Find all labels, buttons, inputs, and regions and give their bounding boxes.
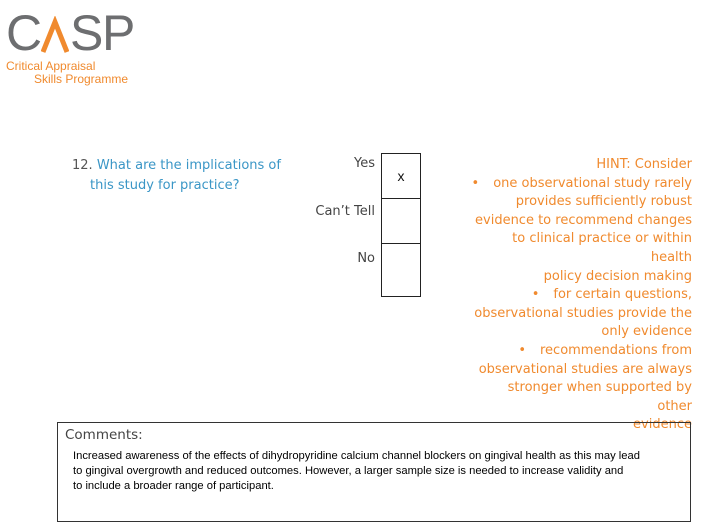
hint-text: provides sufficiently robust xyxy=(515,194,692,210)
bullet-icon: • xyxy=(471,175,480,191)
hint-title: HINT: Consider xyxy=(596,157,692,172)
hint-text: evidence xyxy=(633,417,692,433)
hint-text: evidence to recommend changes xyxy=(475,212,692,228)
hint-text: to clinical practice or within health xyxy=(512,231,692,265)
question-text-line2: this study for practice? xyxy=(90,178,240,193)
answer-checkbox-yes[interactable]: x xyxy=(381,153,421,199)
logo-letter-c: C xyxy=(6,5,44,61)
comments-text xyxy=(73,449,673,494)
hint-item xyxy=(470,342,692,435)
option-label-no: No xyxy=(357,251,375,266)
logo-letter-s: S xyxy=(70,5,105,61)
logo-subtitle-line1: Critical Appraisal xyxy=(6,59,96,73)
hint-text: for certain questions, xyxy=(553,287,692,303)
chevron-up-icon xyxy=(41,16,69,56)
comments-line: Increased awareness of the effects of dihydropyridine calcium channel blockers on gingival health as this may lead xyxy=(73,450,640,462)
hint-text: stronger when supported by other xyxy=(507,380,692,414)
hint-item xyxy=(470,175,692,287)
comments-box[interactable] xyxy=(57,422,691,522)
bullet-icon: • xyxy=(518,342,526,358)
hint-text: only evidence xyxy=(601,324,692,340)
hint-text: policy decision making xyxy=(543,268,692,284)
hint-item xyxy=(470,286,692,342)
answer-checkbox-no[interactable] xyxy=(381,243,421,297)
logo-letter-p: P xyxy=(102,5,137,61)
logo-wordmark xyxy=(6,5,137,61)
comments-line: to include a broader range of participant. xyxy=(73,480,274,492)
hint-text: recommendations from xyxy=(539,342,692,358)
question-12 xyxy=(72,156,287,196)
bullet-icon: • xyxy=(531,287,540,303)
hint-text: observational studies provide the xyxy=(474,305,692,321)
logo-subtitle xyxy=(6,60,136,86)
logo-subtitle-line2: Skills Programme xyxy=(34,72,129,86)
option-label-yes: Yes xyxy=(354,156,375,171)
answer-checkbox-cant-tell[interactable] xyxy=(381,198,421,244)
comments-title: Comments: xyxy=(65,427,143,443)
question-text-line1: What are the implications of xyxy=(96,158,281,173)
comments-line: to gingival overgrowth and reduced outcomes. However, a larger sample size is needed to increase validity and xyxy=(73,465,624,477)
hint-text: observational studies are always xyxy=(478,361,692,377)
casp-logo xyxy=(6,5,137,86)
question-number: 12. xyxy=(72,158,93,173)
hint-panel xyxy=(470,156,692,435)
logo-letter-a-chevron xyxy=(41,14,69,64)
option-label-cant-tell: Can’t Tell xyxy=(315,204,375,219)
hint-text: one observational study rarely xyxy=(493,175,692,191)
